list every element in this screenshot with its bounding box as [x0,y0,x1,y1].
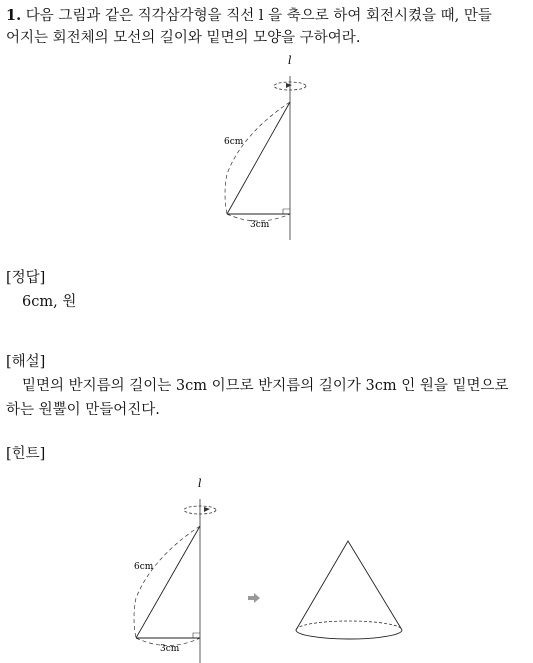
figure-cone-formation [120,473,420,663]
answer-text: 6cm, 원 [22,294,77,310]
base-length-label: 3cm [250,220,270,230]
axis-label-2: l [198,477,202,490]
axis-label: l [288,54,292,67]
answer-header: [정답] [6,270,46,286]
explanation-text-1: 밑면의 반지름의 길이는 3cm 이므로 반지름의 길이가 3cm 인 원을 밑면으로 [22,378,509,394]
cone-base-front [296,630,402,639]
right-arrow-icon [248,593,260,603]
right-angle-mark [283,209,290,214]
base-length-label-2: 3cm [160,644,180,654]
right-angle-mark-2 [193,633,200,638]
cone-base-back [296,621,402,630]
hint-header: [힌트] [6,446,46,462]
rotation-arrow-icon [204,507,210,512]
explanation-text-2: 하는 원뿔이 만들어진다. [6,402,160,418]
figure-triangle-rotation [220,52,340,242]
rotation-arrow-icon [286,83,292,88]
hypotenuse [227,102,290,214]
hypotenuse-2 [136,526,200,638]
question-number: 1. [6,7,22,24]
question-text-1: 다음 그림과 같은 직각삼각형을 직선 l 을 축으로 하여 회전시켰을 때, 만들 [25,8,492,24]
question-text-2: 어지는 회전체의 모선의 길이와 밑면의 모양을 구하여라. [6,30,361,46]
explanation-header: [해설] [6,354,46,370]
hyp-length-label: 6cm [224,137,244,147]
question-line-1 [6,4,492,25]
cone-sides [296,541,402,630]
hyp-length-label-2: 6cm [134,562,154,572]
